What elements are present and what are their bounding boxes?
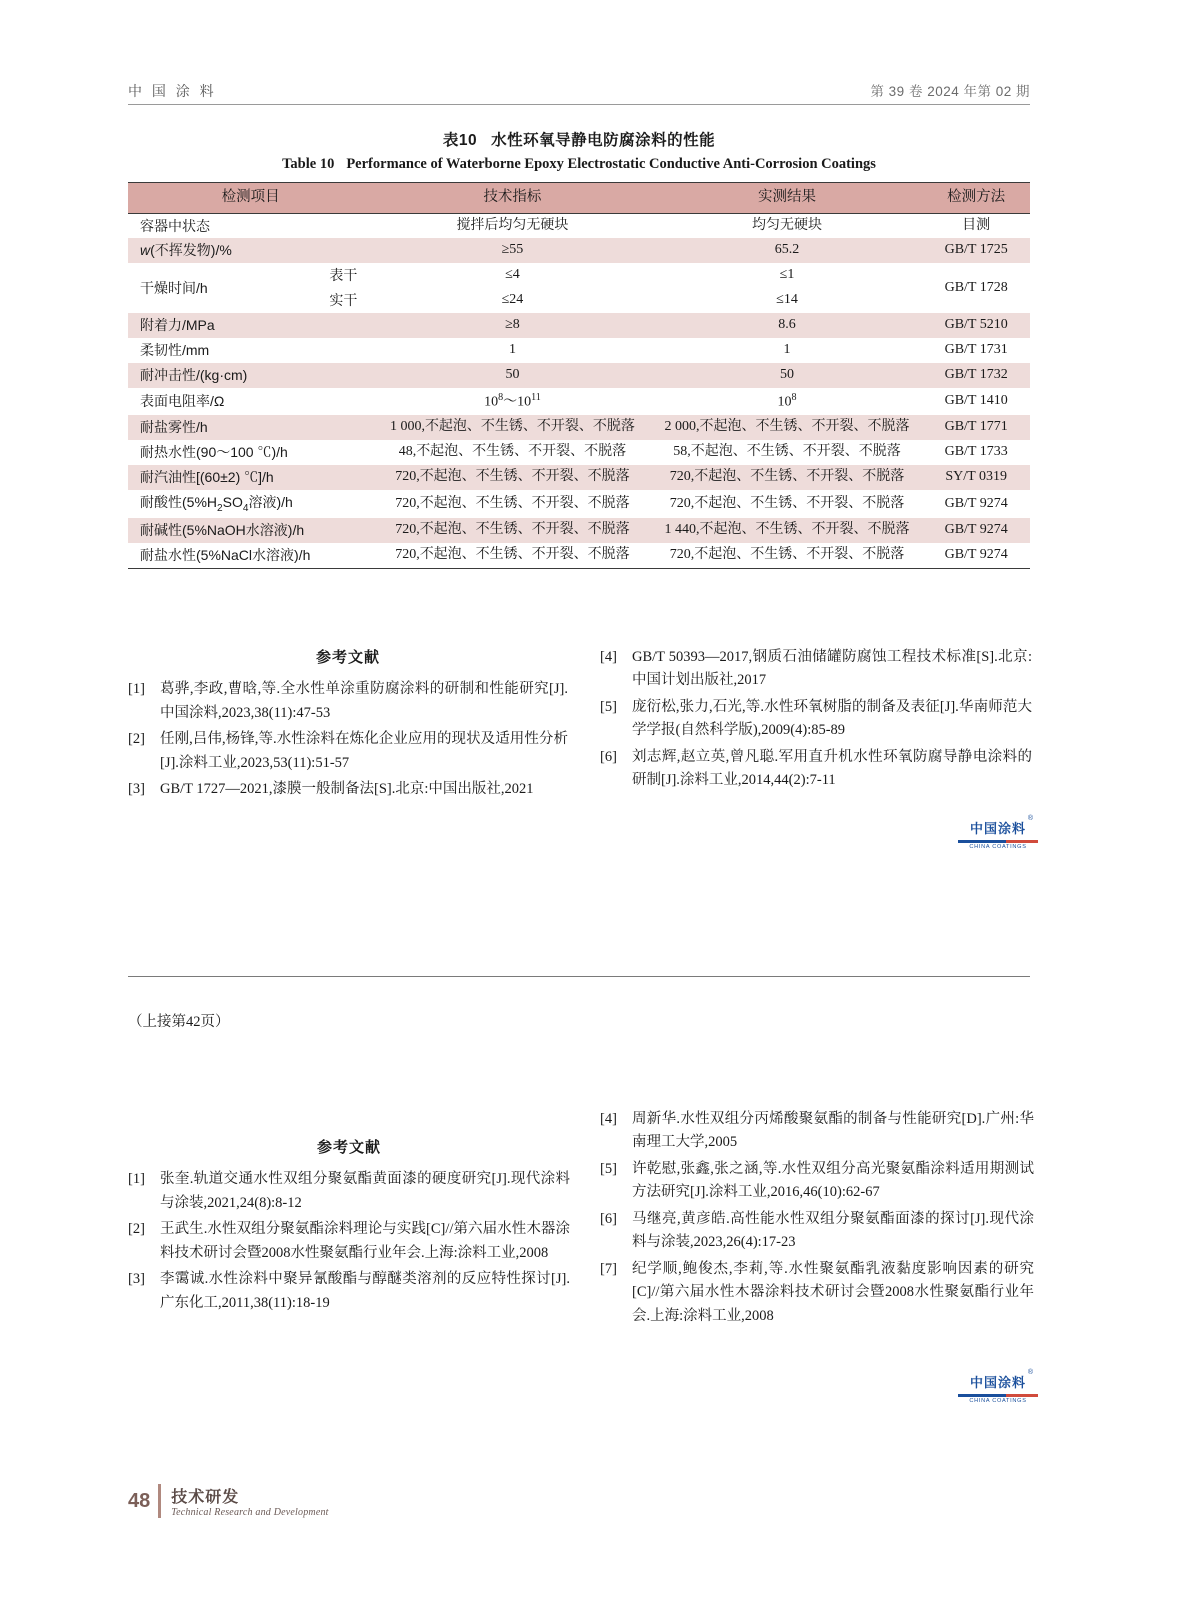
cell-item: 耐酸性($5\%H_2SO_4$溶液)/h (128, 490, 373, 518)
footer-divider (158, 1484, 161, 1518)
cell-item: 耐盐雾性/h (128, 415, 373, 440)
cell-subitem: 表干 (313, 263, 373, 288)
cell-item: 耐盐水性(5%NaCl水溶液)/h (128, 543, 373, 568)
references-section-2-right (600, 1108, 1034, 1331)
reference-tag: [3] (128, 781, 145, 798)
reference-item (128, 778, 568, 801)
page-number: 48 (128, 1489, 151, 1512)
table-title-en: Performance of Waterborne Epoxy Electrostatic Conductive Anti-Corrosion Coatings (346, 156, 876, 172)
cell-spec: 720,不起泡、不生锈、不开裂、不脱落 (373, 543, 651, 568)
table-row (128, 263, 1030, 288)
reference-item (128, 1268, 570, 1315)
cell-result: 65.2 (652, 238, 923, 263)
table-body (128, 213, 1030, 569)
reference-tag: [2] (128, 731, 145, 748)
cell-item: 柔韧性/mm (128, 338, 373, 363)
cell-spec: 720,不起泡、不生锈、不开裂、不脱落 (373, 490, 651, 518)
reference-tag: [4] (600, 1111, 617, 1127)
cell-method: GB/T 1732 (922, 363, 1030, 388)
cell-spec: 720,不起泡、不生锈、不开裂、不脱落 (373, 518, 651, 543)
cell-method: SY/T 0319 (922, 465, 1030, 490)
reference-text: GB/T 50393—2017,钢质石油储罐防腐蚀工程技术标准[S].北京:中国计划出版社,2017 (632, 649, 1032, 689)
registered-mark-icon: ® (1027, 815, 1034, 822)
table-header-row (128, 183, 1030, 214)
cell-method: GB/T 1725 (922, 238, 1030, 263)
cell-spec: $10^8\sim 10^{11}$ (373, 388, 651, 416)
reference-tag: [1] (128, 1171, 145, 1188)
reference-item (600, 746, 1032, 793)
cell-method: GB/T 9274 (922, 490, 1030, 518)
table-number-cn: 表10 (442, 132, 478, 149)
cell-spec: 1 000,不起泡、不生锈、不开裂、不脱落 (373, 415, 651, 440)
reference-text: 张奎.轨道交通水性双组分聚氨酯黄面漆的硬度研究[J].现代涂料与涂装,2021,24(8):8-12 (160, 1171, 570, 1211)
cell-item: w(不挥发物)/% (128, 238, 373, 263)
cell-method: 目测 (922, 213, 1030, 238)
reference-text: 许乾慰,张鑫,张之涵,等.水性双组分高光聚氨酯涂料适用期测试方法研究[J].涂料工业,2016,46(10):62-67 (632, 1160, 1034, 1201)
cell-result: ≤14 (652, 288, 923, 313)
table-row (128, 388, 1030, 416)
continued-from-note: （上接第42页） (128, 1014, 230, 1030)
col-header-method: 检测方法 (922, 183, 1030, 214)
table-row (128, 465, 1030, 490)
reference-tag: [3] (128, 1271, 145, 1288)
cell-spec: ≥8 (373, 313, 651, 338)
table-row (128, 440, 1030, 465)
reference-text: 任刚,吕伟,杨锋,等.水性涂料在炼化企业应用的现状及适用性分析[J].涂料工业,2023,53(11):51-57 (160, 731, 568, 771)
reference-tag: [2] (128, 1221, 145, 1238)
reference-tag: [6] (600, 748, 617, 765)
cell-method: GB/T 9274 (922, 518, 1030, 543)
table-row (128, 543, 1030, 568)
cell-result: 1 440,不起泡、不生锈、不开裂、不脱落 (652, 518, 923, 543)
reference-text: 葛骅,李政,曹晗,等.全水性单涂重防腐涂料的研制和性能研究[J].中国涂料,2023,38(11):47-53 (160, 681, 568, 721)
footer-section (171, 1484, 328, 1518)
table-row (128, 213, 1030, 238)
cell-method: GB/T 1771 (922, 415, 1030, 440)
reference-item (128, 1168, 570, 1215)
page-footer (128, 1484, 329, 1518)
table-caption-en (128, 156, 1030, 173)
cell-spec: 1 (373, 338, 651, 363)
journal-name: 中 国 涂 料 (128, 83, 217, 99)
logo-bar (958, 1394, 1038, 1397)
registered-mark-icon: ® (1027, 1369, 1034, 1376)
reference-text: 李霭诚.水性涂料中聚异氰酸酯与醇醚类溶剂的反应特性探讨[J].广东化工,2011,38(11):18-19 (160, 1271, 570, 1311)
table-head (128, 183, 1030, 214)
reference-text: 庞衍松,张力,石光,等.水性环氧树脂的制备及表征[J].华南师范大学学报(自然科学版),2009(4):85-89 (632, 698, 1032, 739)
cell-result: 50 (652, 363, 923, 388)
cell-result: 1 (652, 338, 923, 363)
cell-method: GB/T 5210 (922, 313, 1030, 338)
reference-item (600, 696, 1032, 743)
cell-method: GB/T 1728 (922, 263, 1030, 313)
reference-item (600, 1108, 1034, 1155)
cell-result: 2 000,不起泡、不生锈、不开裂、不脱落 (652, 415, 923, 440)
table-row (128, 238, 1030, 263)
cell-result: 720,不起泡、不生锈、不开裂、不脱落 (652, 490, 923, 518)
logo-label-cn: 中国涂料 (969, 821, 1026, 836)
china-coatings-logo (958, 815, 1038, 850)
cell-spec: 50 (373, 363, 651, 388)
references-title: 参考文献 (316, 1139, 381, 1156)
cell-method: GB/T 1731 (922, 338, 1030, 363)
cell-result: 8.6 (652, 313, 923, 338)
cell-result: 720,不起泡、不生锈、不开裂、不脱落 (652, 543, 923, 568)
references-section-2-left (128, 1136, 570, 1318)
section-name-cn: 技术研发 (171, 1489, 240, 1506)
col-header-item: 检测项目 (128, 183, 373, 214)
logo-text-en: CHINA COATINGS (969, 1398, 1027, 1404)
cell-method: GB/T 9274 (922, 543, 1030, 568)
logo-text-en: CHINA COATINGS (969, 844, 1027, 850)
cell-item: 表面电阻率/Ω (128, 388, 373, 416)
table-number-en: Table 10 (282, 156, 335, 172)
table-row (128, 415, 1030, 440)
col-header-spec: 技术指标 (373, 183, 651, 214)
reference-item (128, 728, 568, 775)
reference-text: GB/T 1727—2021,漆膜一般制备法[S].北京:中国出版社,2021 (160, 781, 534, 798)
references-section-1-left (128, 646, 568, 805)
reference-tag: [1] (128, 681, 145, 698)
reference-text: 刘志辉,赵立英,曾凡聪.军用直升机水性环氧防腐导静电涂料的研制[J].涂料工业,2014,44(2):7-11 (632, 748, 1032, 789)
cell-spec: ≤24 (373, 288, 651, 313)
cell-item: 附着力/MPa (128, 313, 373, 338)
reference-tag: [5] (600, 698, 617, 715)
reference-text: 纪学顺,鲍俊杰,李莉,等.水性聚氨酯乳液黏度影响因素的研究[C]//第六届水性木器涂料技术研讨会暨2008水性聚氨酯行业年会.上海:涂料工业,2008 (632, 1260, 1034, 1324)
cell-spec: 48,不起泡、不生锈、不开裂、不脱落 (373, 440, 651, 465)
logo-label-cn: 中国涂料 (969, 1375, 1026, 1390)
cell-spec: 搅拌后均匀无硬块 (373, 213, 651, 238)
reference-item (600, 1208, 1034, 1255)
china-coatings-logo (958, 1369, 1038, 1404)
logo-bar (958, 840, 1038, 843)
table-row (128, 338, 1030, 363)
reference-tag: [7] (600, 1260, 617, 1277)
cell-result: $10^8$ (652, 388, 923, 416)
cell-spec: ≥55 (373, 238, 651, 263)
reference-item (600, 1258, 1034, 1328)
cell-item: 干燥时间/h (128, 263, 313, 313)
references-title: 参考文献 (315, 649, 380, 666)
logo-text-cn (969, 1369, 1034, 1391)
cell-spec: 720,不起泡、不生锈、不开裂、不脱落 (373, 465, 651, 490)
section-name-en: Technical Research and Development (171, 1507, 329, 1518)
cell-item: 耐碱性(5%NaOH水溶液)/h (128, 518, 373, 543)
page-header (128, 80, 1030, 101)
header-divider (128, 104, 1030, 105)
reference-text: 王武生.水性双组分聚氨酯涂料理论与实践[C]//第六届水性木器涂料技术研讨会暨2008水性聚氨酯行业年会.上海:涂料工业,2008 (160, 1221, 570, 1261)
cell-item: 耐热水性(90～100 ℃)/h (128, 440, 373, 465)
cell-item: 耐汽油性[(60±2) ℃]/h (128, 465, 373, 490)
reference-item (600, 646, 1032, 693)
col-header-result: 实测结果 (652, 183, 923, 214)
reference-text: 马继亮,黄彦皓.高性能水性双组分聚氨酯面漆的探讨[J].现代涂料与涂装,2023,26(4):17-23 (632, 1210, 1034, 1251)
table-row (128, 363, 1030, 388)
reference-item (600, 1158, 1034, 1205)
performance-table (128, 182, 1030, 569)
table-title-cn: 水性环氧导静电防腐涂料的性能 (491, 132, 716, 149)
cell-item: 耐冲击性/(kg·cm) (128, 363, 373, 388)
reference-item (128, 1218, 570, 1265)
reference-tag: [6] (600, 1210, 617, 1227)
issue-info: 第 39 卷 2024 年第 02 期 (870, 84, 1030, 99)
reference-tag: [4] (600, 649, 617, 665)
table-row (128, 313, 1030, 338)
cell-method: GB/T 1733 (922, 440, 1030, 465)
cell-result: 均匀无硬块 (652, 213, 923, 238)
cell-spec: ≤4 (373, 263, 651, 288)
table-row (128, 518, 1030, 543)
table-row (128, 490, 1030, 518)
cell-subitem: 实干 (313, 288, 373, 313)
references-section-1-right (600, 646, 1032, 796)
reference-tag: [5] (600, 1160, 617, 1177)
logo-text-cn (969, 815, 1034, 837)
reference-text: 周新华.水性双组分丙烯酸聚氨酯的制备与性能研究[D].广州:华南理工大学,2005 (632, 1111, 1034, 1151)
cell-method: GB/T 1410 (922, 388, 1030, 416)
article-divider (128, 976, 1030, 977)
cell-result: 720,不起泡、不生锈、不开裂、不脱落 (652, 465, 923, 490)
cell-result: ≤1 (652, 263, 923, 288)
cell-item: 容器中状态 (128, 213, 373, 238)
performance-table-wrapper (128, 182, 1030, 569)
table-caption-cn (128, 128, 1030, 150)
reference-item (128, 678, 568, 725)
cell-result: 58,不起泡、不生锈、不开裂、不脱落 (652, 440, 923, 465)
